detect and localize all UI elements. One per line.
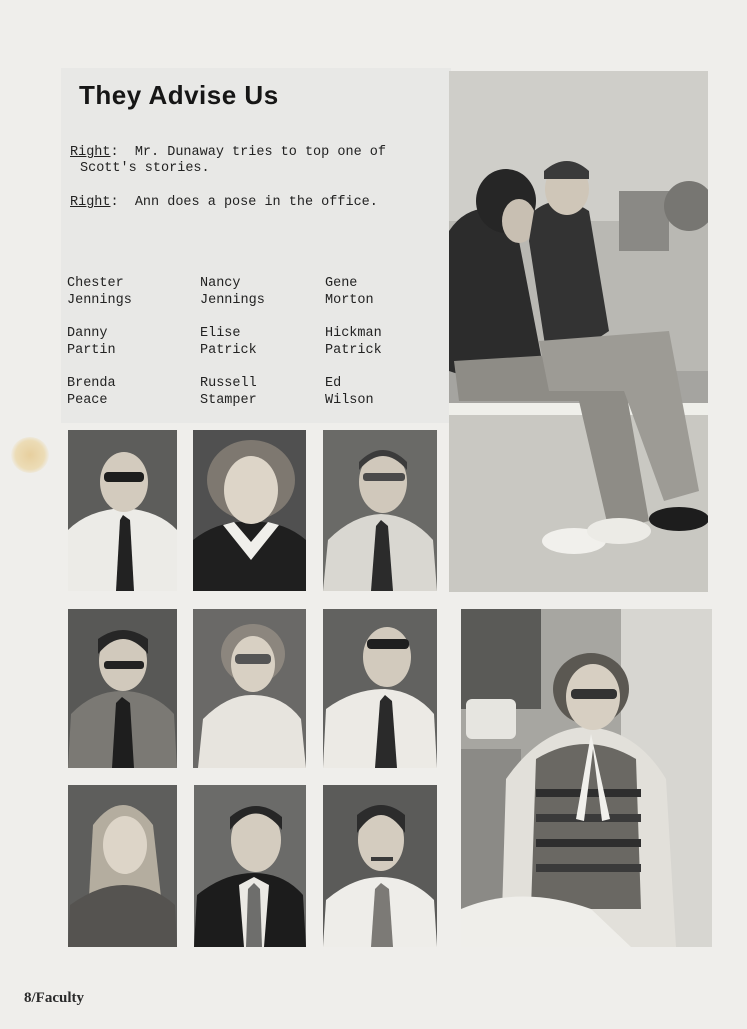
- faculty-name: Danny Partin: [67, 326, 116, 358]
- caption-dunaway: Right: Mr. Dunaway tries to top one of Scott's stories.: [70, 145, 386, 176]
- caption-ann: Right: Ann does a pose in the office.: [70, 195, 378, 210]
- faculty-name: Chester Jennings: [67, 276, 132, 308]
- caption-text: Ann does a pose in the office.: [134, 195, 378, 210]
- faculty-name: Elise Patrick: [200, 326, 257, 358]
- portrait-brenda-peace: [68, 785, 177, 947]
- portrait-gene-morton: [323, 430, 437, 591]
- photo-ann-in-office: [461, 609, 712, 947]
- text-panel: [61, 68, 451, 423]
- caption-lead: Right: [70, 195, 111, 210]
- portrait-faculty-member: [323, 785, 437, 947]
- portrait-elise-patrick: [193, 609, 306, 768]
- page-folio: 8/Faculty: [24, 990, 84, 1006]
- portrait-ed-wilson: [194, 785, 306, 947]
- faculty-name: Ed Wilson: [325, 376, 374, 408]
- portrait-nancy-jennings: [193, 430, 306, 591]
- page-title: They Advise Us: [79, 80, 279, 110]
- faculty-name: Russell Stamper: [200, 376, 257, 408]
- faculty-name: Gene Morton: [325, 276, 374, 308]
- faculty-name: Hickman Patrick: [325, 326, 382, 358]
- faculty-name: Brenda Peace: [67, 376, 116, 408]
- photo-dunaway-and-student: [449, 71, 708, 592]
- portrait-danny-partin: [68, 609, 177, 768]
- caption-text: Mr. Dunaway tries to top one of Scott's stories.: [80, 145, 386, 176]
- portrait-chester-jennings: [68, 430, 177, 591]
- faculty-name: Nancy Jennings: [200, 276, 265, 308]
- caption-lead: Right: [70, 145, 111, 160]
- page-stain: [11, 437, 49, 473]
- portrait-hickman-patrick: [323, 609, 437, 768]
